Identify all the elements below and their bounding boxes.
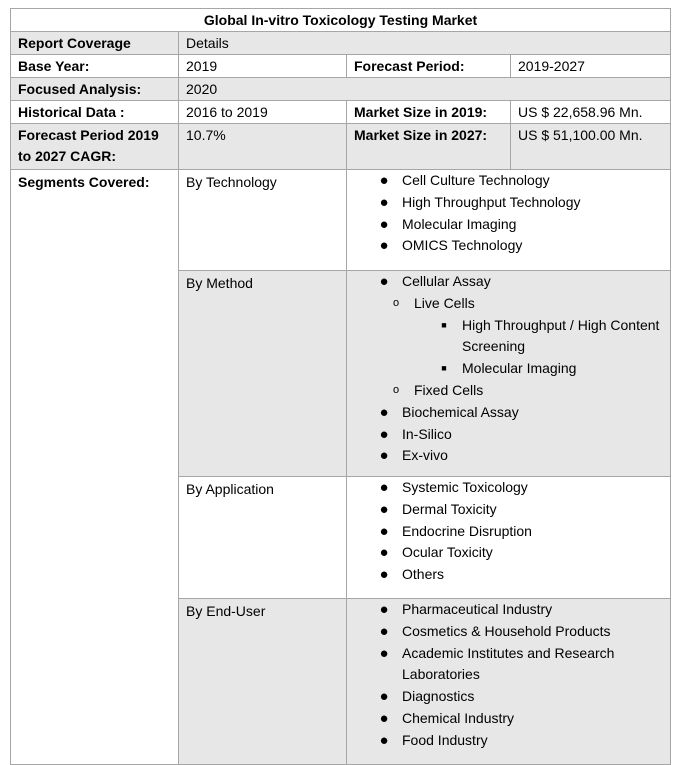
bullet-disc-icon: ● <box>379 566 389 584</box>
segment-name: By Method <box>179 271 347 477</box>
segment-item-text: Ex-vivo <box>402 447 448 464</box>
bullet-disc-icon: ● <box>379 403 389 421</box>
bullet-disc-icon: ● <box>379 273 389 290</box>
segment-name: By End-User <box>179 599 347 765</box>
bullet-disc-icon: ● <box>379 688 389 706</box>
forecast-period-label: Forecast Period: <box>347 55 511 78</box>
segment-item-text: Food Industry <box>402 731 488 748</box>
segment-row-technology <box>11 170 671 271</box>
report-coverage-row <box>11 32 671 55</box>
segment-item <box>354 477 663 499</box>
segment-item <box>354 380 663 402</box>
market-size-2019-label: Market Size in 2019: <box>347 101 511 124</box>
segment-item <box>354 564 663 586</box>
cagr-row <box>11 124 671 170</box>
market-size-2019-value: US $ 22,658.96 Mn. <box>511 101 671 124</box>
bullet-disc-icon: ● <box>379 193 389 211</box>
bullet-disc-icon: ● <box>379 500 389 518</box>
report-coverage-label: Report Coverage <box>11 32 179 55</box>
segment-item <box>354 499 663 521</box>
bullet-disc-icon: ● <box>379 544 389 562</box>
segment-item-text: Biochemical Assay <box>402 403 519 420</box>
base-year-row <box>11 55 671 78</box>
segment-item-text: Endocrine Disruption <box>402 522 532 539</box>
bullet-disc-icon: ● <box>379 215 389 233</box>
focused-analysis-value: 2020 <box>179 78 671 101</box>
bullet-square-icon: ■ <box>441 319 447 330</box>
segment-item <box>354 402 663 424</box>
segment-item-text: Academic Institutes and Research Laboratories <box>402 644 615 683</box>
bullet-circle-icon: o <box>392 296 400 309</box>
segment-item <box>354 643 663 687</box>
segment-name: By Technology <box>179 170 347 271</box>
segment-item-text: Chemical Industry <box>402 709 515 726</box>
cagr-label: Forecast Period 2019 to 2027 CAGR: <box>11 124 179 170</box>
segment-item-text: Pharmaceutical Industry <box>402 601 553 617</box>
segment-items <box>347 477 671 599</box>
segment-item <box>354 730 663 752</box>
segment-items <box>347 170 671 271</box>
segment-item-text: Molecular Imaging <box>402 215 517 232</box>
segment-item-text: Fixed Cells <box>414 381 484 398</box>
segment-item-text: Molecular Imaging <box>462 360 577 377</box>
segment-item-text: High Throughput Technology <box>402 193 581 210</box>
segment-list <box>354 170 663 257</box>
historical-data-row <box>11 101 671 124</box>
base-year-value: 2019 <box>179 55 347 78</box>
base-year-label: Base Year: <box>11 55 179 78</box>
bullet-disc-icon: ● <box>379 622 389 640</box>
segments-covered-label: Segments Covered: <box>11 170 179 765</box>
segment-item-text: High Throughput / High Content Screening <box>462 316 660 355</box>
focused-analysis-label: Focused Analysis: <box>11 78 179 101</box>
segment-item <box>354 686 663 708</box>
segment-item <box>354 170 663 192</box>
segment-list <box>354 271 663 467</box>
segment-list <box>354 477 663 586</box>
segment-item <box>354 445 663 467</box>
segment-item <box>354 599 663 621</box>
segment-item-text: Dermal Toxicity <box>402 500 497 517</box>
segment-item <box>354 192 663 214</box>
bullet-square-icon: ■ <box>441 363 447 374</box>
historical-data-label: Historical Data : <box>11 101 179 124</box>
segment-item <box>354 621 663 643</box>
bullet-disc-icon: ● <box>379 237 389 255</box>
segment-item-text: Live Cells <box>414 294 475 311</box>
bullet-disc-icon: ● <box>379 172 389 189</box>
bullet-disc-icon: ● <box>379 522 389 540</box>
title-row <box>11 9 671 32</box>
segment-item <box>354 424 663 446</box>
forecast-period-value: 2019-2027 <box>511 55 671 78</box>
cagr-value: 10.7% <box>179 124 347 170</box>
segment-item <box>354 521 663 543</box>
segment-item-text: Ocular Toxicity <box>402 544 493 561</box>
bullet-disc-icon: ● <box>379 425 389 443</box>
segment-item-text: Cell Culture Technology <box>402 172 550 188</box>
focused-analysis-row <box>11 78 671 101</box>
segment-item-text: Diagnostics <box>402 688 475 705</box>
report-coverage-value: Details <box>179 32 671 55</box>
segment-item-text: In-Silico <box>402 425 452 442</box>
historical-data-value: 2016 to 2019 <box>179 101 347 124</box>
segment-item <box>354 293 663 315</box>
segment-items <box>347 271 671 477</box>
bullet-disc-icon: ● <box>379 644 389 662</box>
segment-item <box>354 214 663 236</box>
bullet-disc-icon: ● <box>379 601 389 618</box>
segment-list <box>354 599 663 752</box>
segment-item <box>354 315 663 359</box>
segment-item-text: Cosmetics & Household Products <box>402 622 611 639</box>
segment-item-text: Systemic Toxicology <box>402 479 528 495</box>
segment-items <box>347 599 671 765</box>
table-title: Global In-vitro Toxicology Testing Market <box>11 9 671 32</box>
segment-item <box>354 708 663 730</box>
market-report-table <box>10 8 671 765</box>
bullet-circle-icon: o <box>392 383 400 396</box>
segment-item <box>354 358 663 380</box>
segment-item-text: OMICS Technology <box>402 237 523 254</box>
bullet-disc-icon: ● <box>379 709 389 727</box>
segment-name: By Application <box>179 477 347 599</box>
market-size-2027-value: US $ 51,100.00 Mn. <box>511 124 671 170</box>
segment-item-text: Others <box>402 566 445 583</box>
bullet-disc-icon: ● <box>379 447 389 465</box>
segment-item <box>354 542 663 564</box>
segment-item <box>354 235 663 257</box>
segment-item-text: Cellular Assay <box>402 273 491 289</box>
market-size-2027-label: Market Size in 2027: <box>347 124 511 170</box>
bullet-disc-icon: ● <box>379 731 389 749</box>
bullet-disc-icon: ● <box>379 479 389 496</box>
segment-item <box>354 271 663 293</box>
